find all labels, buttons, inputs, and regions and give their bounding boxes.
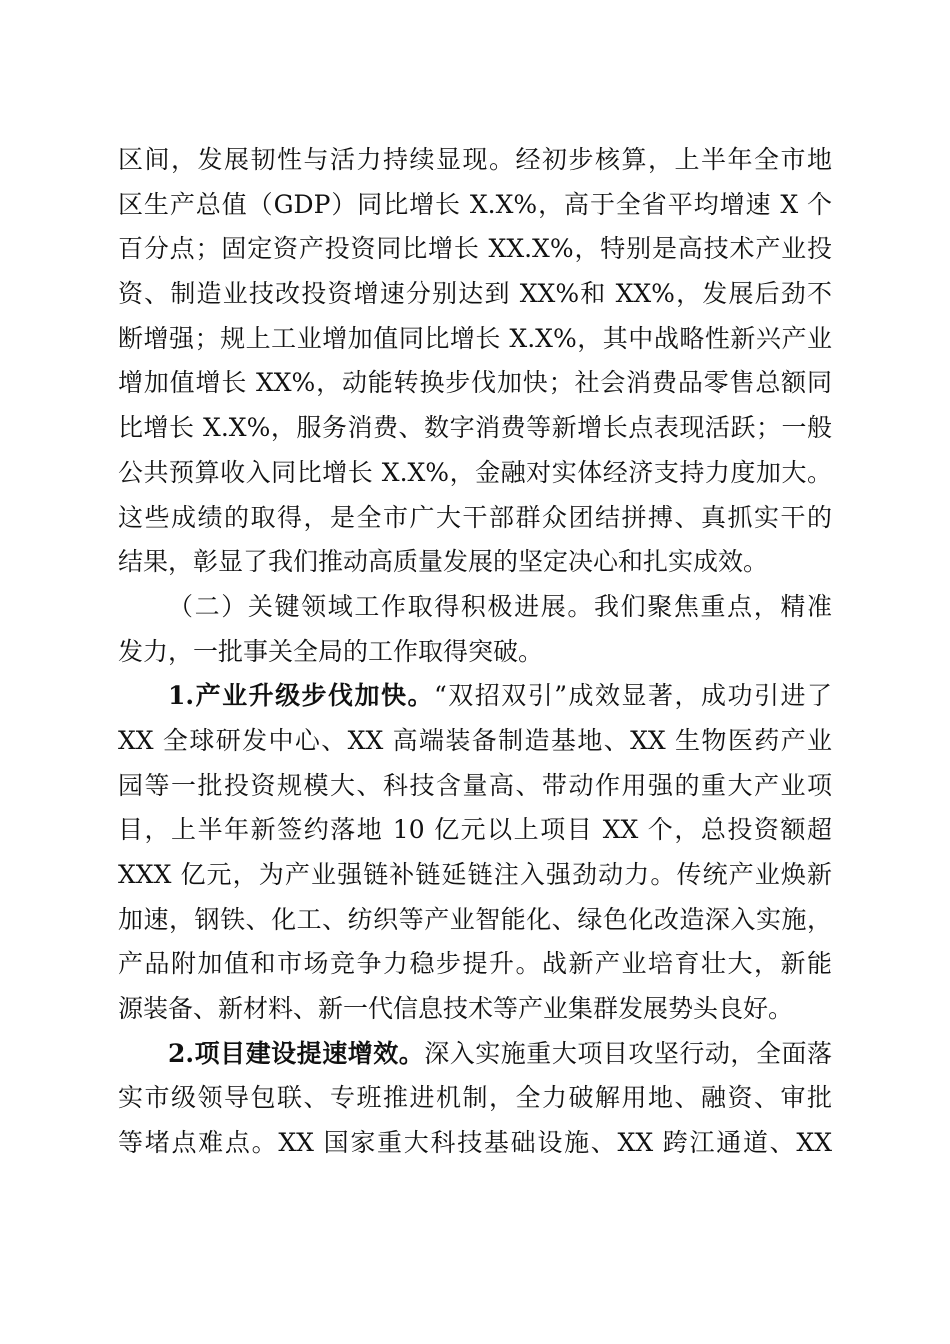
body-text	[118, 138, 832, 1166]
text-line	[118, 540, 832, 585]
text-line	[118, 853, 832, 898]
section-heading: 2.项目建设提速增效。	[168, 1038, 425, 1068]
text-line	[118, 942, 832, 987]
text-segment: 资、制造业技改投资增速分别达到 XX%和 XX%，发展后劲不	[118, 279, 832, 309]
text-line	[118, 138, 832, 183]
text-line	[118, 630, 832, 675]
text-segment: 我们聚焦重点，精准	[593, 591, 832, 621]
text-segment: 公共预算收入同比增长 X.X%，金融对实体经济支持力度加大。	[118, 457, 832, 487]
text-segment: 产品附加值和市场竞争力稳步提升。战新产业培育壮大，新能	[118, 949, 832, 979]
text-line	[118, 1032, 832, 1077]
text-segment: 源装备、新材料、新一代信息技术等产业集群发展势头良好。	[118, 994, 794, 1024]
text-line	[118, 1121, 832, 1166]
text-segment: 区生产总值（GDP）同比增长 X.X%，高于全省平均增速 X 个	[118, 189, 832, 219]
text-segment: XX 全球研发中心、XX 高端装备制造基地、XX 生物医药产业	[118, 725, 832, 755]
text-segment: “双招双引”成效显著，成功引进了	[434, 681, 832, 711]
text-segment: XXX 亿元，为产业强链补链延链注入强劲动力。传统产业焕新	[118, 860, 832, 889]
text-segment: 目，上半年新签约落地 10 亿元以上项目 XX 个，总投资额超	[118, 815, 832, 845]
text-segment: 加速，钢铁、化工、纺织等产业智能化、绿色化改造深入实施，	[118, 904, 832, 934]
text-line	[118, 361, 832, 406]
text-segment: 百分点；固定资产投资同比增长 XX.X%，特别是高技术产业投	[118, 234, 832, 264]
text-line	[118, 227, 832, 272]
text-line	[118, 496, 832, 541]
text-line	[118, 987, 832, 1032]
text-line	[118, 898, 832, 943]
text-line	[118, 585, 832, 630]
section-heading: 1.产业升级步伐加快。	[168, 681, 435, 711]
text-line	[118, 674, 832, 719]
text-line	[118, 808, 832, 853]
text-line	[118, 406, 832, 451]
text-segment: 等堵点难点。XX 国家重大科技基础设施、XX 跨江通道、XX	[118, 1128, 832, 1158]
text-line	[118, 272, 832, 317]
text-line	[118, 719, 832, 764]
text-segment: （二）关键领域工作取得积极进展。	[168, 591, 594, 621]
text-segment: 区间，发展韧性与活力持续显现。经初步核算，上半年全市地	[118, 145, 832, 174]
text-segment: 深入实施重大项目攻坚行动，全面落	[424, 1038, 832, 1068]
text-segment: 结果，彰显了我们推动高质量发展的坚定决心和扎实成效。	[118, 547, 769, 577]
text-segment: 增加值增长 XX%，动能转换步伐加快；社会消费品零售总额同	[118, 368, 832, 398]
text-line	[118, 1076, 832, 1121]
text-segment: 实市级领导包联、专班推进机制，全力破解用地、融资、审批	[118, 1083, 832, 1113]
text-line	[118, 183, 832, 228]
text-segment: 断增强；规上工业增加值同比增长 X.X%，其中战略性新兴产业	[118, 323, 832, 353]
text-segment: 园等一批投资规模大、科技含量高、带动作用强的重大产业项	[118, 770, 832, 800]
text-segment: 这些成绩的取得，是全市广大干部群众团结拼搏、真抓实干的	[118, 502, 832, 532]
text-line	[118, 317, 832, 362]
text-segment: 发力，一批事关全局的工作取得突破。	[118, 636, 544, 666]
text-segment: 比增长 X.X%，服务消费、数字消费等新增长点表现活跃；一般	[118, 413, 832, 443]
text-line	[118, 764, 832, 809]
text-line	[118, 451, 832, 496]
